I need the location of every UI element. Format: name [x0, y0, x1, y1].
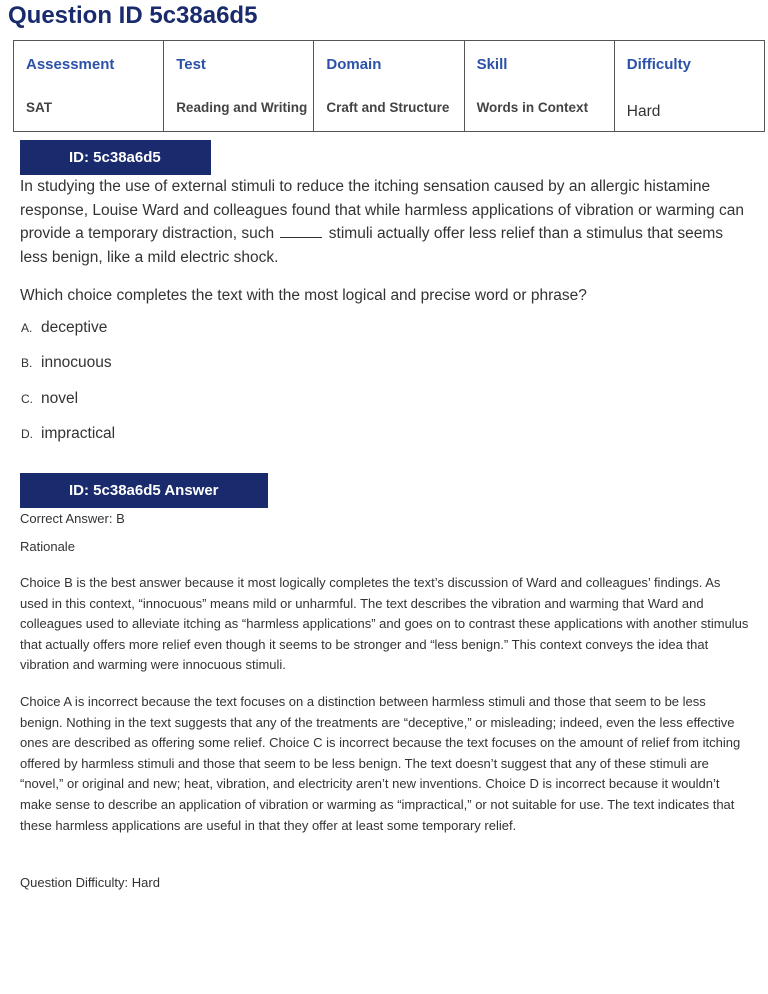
choice-a — [21, 318, 107, 338]
meta-header-domain: Domain — [314, 41, 464, 87]
choice-letter: A. — [21, 321, 33, 335]
choice-text: deceptive — [41, 319, 108, 336]
choice-text: novel — [41, 390, 79, 407]
rationale-paragraph-2: Choice A is incorrect because the text focuses on a distinction between harmless stimuli and those that seem to be less benign. Nothing in the text suggests that any of the treatments are “deceptive,” or misleading; indeed, even the less effective ones are described as offering some relief. Choice C is incorrect because the text focuses on the amount of relief from itching offered by harmless stimuli and those that seem to be less benign. The text doesn’t suggest that any of these stimuli are “novel,” or original and new; heat, vibration, and electricity aren’t new inventions. Choice D is incorrect because it wouldn’t make sense to describe an application of vibration or warming as “impractical,” or not suitable for use. The text indicates that these harmless applications are useful in that they offer at least some temporary relief. — [20, 694, 741, 833]
question-id-bar: ID: 5c38a6d5 — [20, 140, 211, 175]
meta-header-test: Test — [164, 41, 314, 87]
meta-value-assessment: SAT — [14, 86, 164, 132]
meta-header-row — [14, 41, 765, 87]
meta-value-test: Reading and Writing — [164, 86, 314, 132]
question-meta-table — [13, 40, 765, 132]
choice-c — [21, 389, 78, 409]
correct-answer: Correct Answer: B — [20, 511, 125, 526]
passage-after: stimuli actually offer less relief than a stimulus that seems less benign, like a mild electric shock. — [20, 225, 724, 266]
meta-value-difficulty: Hard — [614, 86, 764, 132]
question-prompt: Which choice completes the text with the most logical and precise word or phrase? — [20, 287, 587, 304]
rationale-paragraph-1: Choice B is the best answer because it most logically completes the text’s discussion of Ward and colleagues’ findings. As used in this context, “innocuous” means mild or unharmful. The text describes the vibration and warming that Ward and colleagues used to alleviate itching as “harmless applications” and goes on to contrast these applications with another stimulus that actually offers more relief even though it seems to be stronger and “less benign.” This context conveys the idea that vibration and warming were innocuous stimuli. — [20, 575, 749, 673]
choice-b — [21, 353, 112, 373]
answer-id-bar: ID: 5c38a6d5 Answer — [20, 473, 268, 508]
choice-letter: D. — [21, 427, 33, 441]
choice-text: impractical — [41, 425, 116, 442]
passage-before: In studying the use of external stimuli to reduce the itching sensation caused by an allergic histamine response, Louise Ward and colleagues found that while harmless applications of vibration or warming can provide a temporary distraction, such — [20, 178, 745, 242]
answer-blank — [280, 226, 322, 238]
rationale-label: Rationale — [20, 539, 75, 554]
meta-header-skill: Skill — [464, 41, 614, 87]
meta-value-skill: Words in Context — [464, 86, 614, 132]
meta-value-domain: Craft and Structure — [314, 86, 464, 132]
difficulty-footer: Question Difficulty: Hard — [20, 875, 160, 890]
choice-text: innocuous — [41, 354, 112, 371]
page-title: Question ID 5c38a6d5 — [8, 2, 258, 29]
choice-letter: B. — [21, 356, 33, 370]
meta-header-assessment: Assessment — [14, 41, 164, 87]
choice-d — [21, 424, 115, 444]
choice-letter: C. — [21, 392, 33, 406]
passage-text — [20, 175, 750, 269]
meta-header-difficulty: Difficulty — [614, 41, 764, 87]
meta-value-row — [14, 86, 765, 132]
